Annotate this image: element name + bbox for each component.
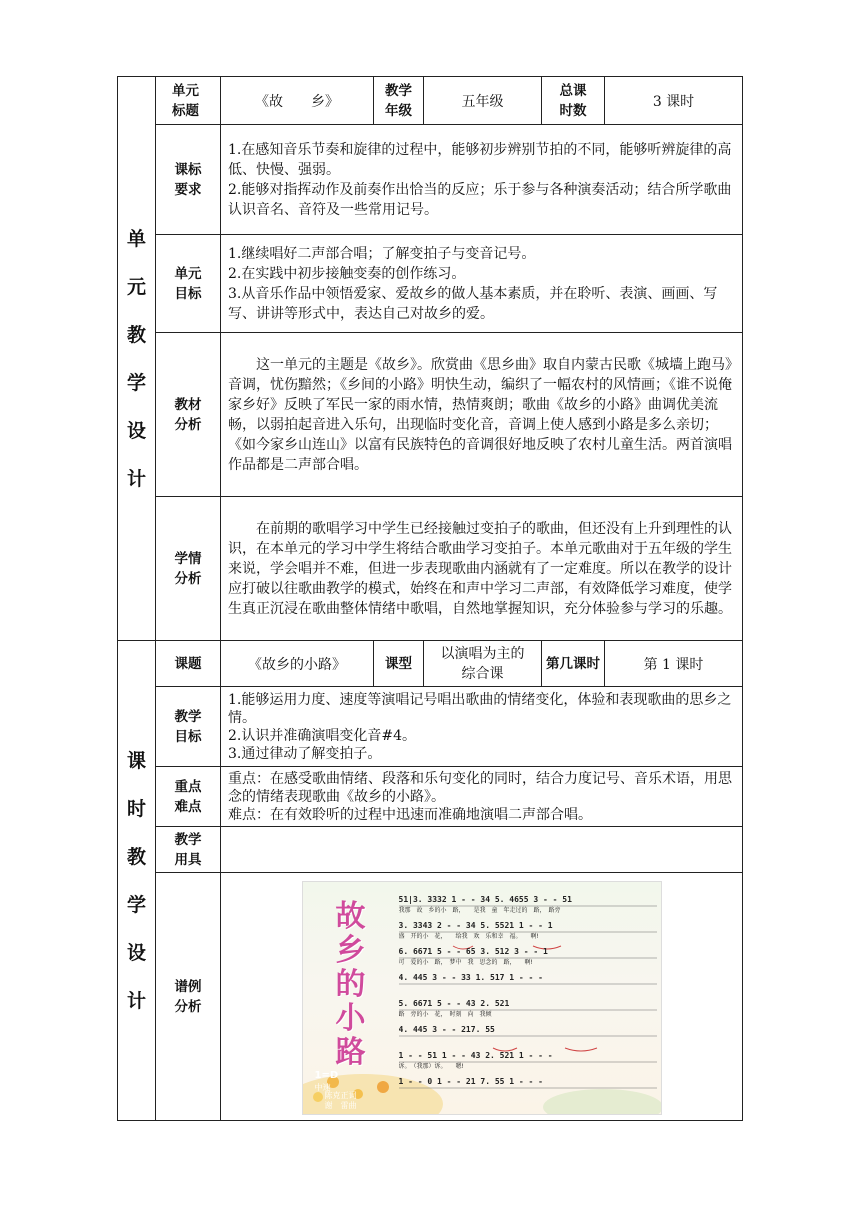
standards-label: 课标要求 xyxy=(156,125,221,235)
lesson-topic-label: 课题 xyxy=(156,641,221,687)
score-row xyxy=(399,998,657,1024)
goal-item: 1.继续唱好二声部合唱；了解变拍子与变音记号。 xyxy=(228,245,536,262)
score-analysis-label: 谱例分析 xyxy=(156,873,221,1121)
objectives-text xyxy=(221,687,743,767)
score-row xyxy=(399,920,657,946)
score-row-notes: 4. 445 3 - - 33 1. 517 1 - - - xyxy=(398,972,543,982)
score-row xyxy=(399,894,657,920)
score-row-lyric: 我那 故 乡的小 路， 是我 童 年走过的 路， 路旁 xyxy=(398,906,561,914)
material-analysis-label: 教材分析 xyxy=(156,333,221,497)
unit-title-label: 单元标题 xyxy=(156,77,221,125)
score-row-notes: 3. 3343 2 - - 34 5. 5521 1 - - 1 xyxy=(398,920,553,930)
tools-value xyxy=(221,827,743,873)
score-row xyxy=(399,946,657,972)
material-analysis-text: 这一单元的主题是《故乡》。欣赏曲《思乡曲》取自内蒙古民歌《城墙上跑马》音调，忧伤黯然；《乡间的小路》明快生动，编织了一幅农村的风情画；《谁不说俺家乡好》反映了军民一家的雨水情，热情爽朗；歌曲《故乡的小路》曲调优美流畅，以弱拍起音进入乐句，出现临时变化音，音调上使人感到小路是多么亲切；《如今家乡山连山》以富有民族特色的音调很好地反映了农村儿童生活。两首演唱作品都是二声部合唱。 xyxy=(221,333,743,497)
standard-item: 2.能够对指挥动作及前奏作出恰当的反应；乐于参与各种演奏活动；结合所学歌曲认识音名、音符及一些常用记号。 xyxy=(228,181,732,218)
total-hours-label: 总课时数 xyxy=(542,77,605,125)
unit-design-section-label: 单 元 教 学 设 计 xyxy=(118,77,156,641)
score-notation xyxy=(399,894,657,1102)
score-row xyxy=(399,1024,657,1050)
standards-text xyxy=(221,125,743,235)
keypoints-label: 重点难点 xyxy=(156,767,221,827)
score-composer: 谢 雷曲 xyxy=(324,1100,357,1110)
score-row xyxy=(399,1050,657,1076)
goal-item: 3.从音乐作品中领悟爱家、爱故乡的做人基本素质，并在聆听、表演、画画、写写、讲讲等形式中，表达自己对故乡的爱。 xyxy=(228,285,718,322)
score-row xyxy=(399,1076,657,1102)
grade-value: 五年级 xyxy=(424,77,542,125)
goal-item: 2.在实践中初步接触变奏的创作练习。 xyxy=(228,265,466,282)
tools-label: 教学用具 xyxy=(156,827,221,873)
score-row-lyric: 盛 开的小 花， 给我 欢 乐和幸 福。 啊! xyxy=(398,932,539,940)
objectives-label: 教学目标 xyxy=(156,687,221,767)
lesson-design-section-label: 课 时 教 学 设 计 xyxy=(118,641,156,1121)
sheet-music-image xyxy=(302,881,662,1115)
score-title: 故 乡 的 小 路 xyxy=(335,898,366,1070)
score-row-notes: 51|3. 3332 1 - - 34 5. 4655 3 - - 51 xyxy=(398,894,572,904)
score-row-notes: 1 - - 0 1 - - 21 7. 55 1 - - - xyxy=(398,1076,543,1086)
period-label: 第几课时 xyxy=(542,641,605,687)
score-lyricist: 陈克正词 xyxy=(324,1090,357,1100)
student-analysis-text: 在前期的歌唱学习中学生已经接触过变拍子的歌曲，但还没有上升到理性的认识，在本单元的学习中学生将结合歌曲学习变拍子。本单元歌曲对于五年级的学生来说，学会唱并不难，但进一步表现歌曲内涵就有了一定难度。所以在教学的设计应打破以往歌曲教学的模式，始终在和声中学习二声部，有效降低学习难度，使学生真正沉浸在歌曲整体情绪中歌唱，自然地掌握知识，充分体验参与学习的乐趣。 xyxy=(221,497,743,641)
score-row-lyric: 路 旁的小 花， 时刻 向 我倾 xyxy=(398,1010,492,1018)
score-figure-cell xyxy=(221,873,743,1121)
score-row-notes: 6. 6671 5 - - 65 3. 512 3 - - 1 xyxy=(398,946,548,956)
objective-item: 2.认识并准确演唱变化音#4。 xyxy=(228,727,416,744)
standard-item: 1.在感知音乐节奏和旋律的过程中，能够初步辨别节拍的不同，能够听辨旋律的高低、快慢、强弱。 xyxy=(228,141,732,178)
score-tempo: 中速 xyxy=(314,1082,331,1092)
score-row-lyric: 可 爱的小 路， 梦中 我 思念的 路， 啊! xyxy=(398,958,533,966)
lesson-type-label: 课型 xyxy=(374,641,424,687)
lesson-type-value: 以演唱为主的综合课 xyxy=(424,641,542,687)
score-key: 1=D xyxy=(314,1069,339,1081)
score-row xyxy=(399,972,657,998)
score-row-notes: 4. 445 3 - - 217. 55 xyxy=(398,1024,495,1034)
keypoints-text: 重点：在感受歌曲情绪、段落和乐句变化的同时，结合力度记号、音乐术语，用思念的情绪表现歌曲《故乡的小路》。 难点：在有效聆听的过程中迅速而准确地演唱二声部合唱。 xyxy=(221,767,743,827)
score-row-notes: 5. 6671 5 - - 43 2. 521 xyxy=(398,998,510,1008)
objective-item: 3.通过律动了解变拍子。 xyxy=(228,745,382,762)
objective-item: 1.能够运用力度、速度等演唱记号唱出歌曲的情绪变化，体验和表现歌曲的思乡之情。 xyxy=(228,691,732,726)
student-analysis-label: 学情分析 xyxy=(156,497,221,641)
unit-title-value: 《故 乡》 xyxy=(221,77,374,125)
lesson-topic-value: 《故乡的小路》 xyxy=(221,641,374,687)
score-row-lyric: 诉。 （我那）诉。 嗯! xyxy=(398,1062,464,1070)
lesson-plan-table xyxy=(117,76,743,1121)
total-hours-value: 3 课时 xyxy=(605,77,743,125)
unit-goals-text xyxy=(221,235,743,333)
score-row-notes: 1 - - 51 1 - - 43 2. 521 1 - - - xyxy=(398,1050,553,1060)
unit-goals-label: 单元目标 xyxy=(156,235,221,333)
period-value: 第 1 课时 xyxy=(605,641,743,687)
grade-label: 教学年级 xyxy=(374,77,424,125)
